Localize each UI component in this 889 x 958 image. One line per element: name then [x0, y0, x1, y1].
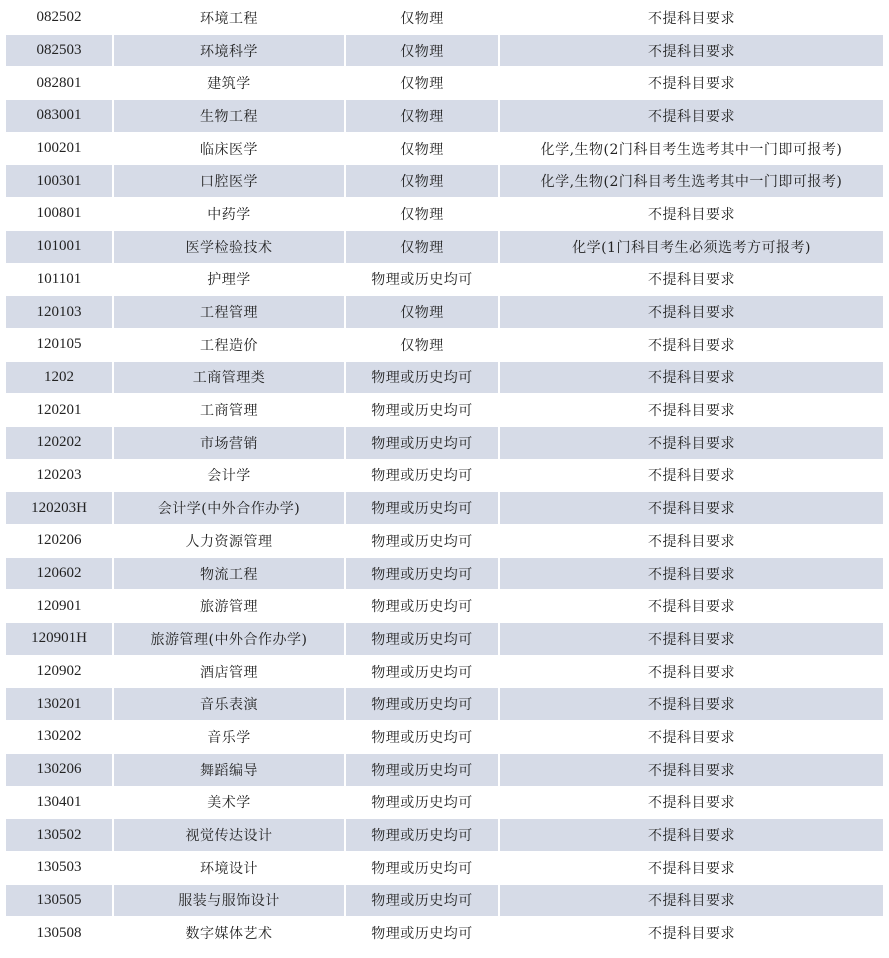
second-subject-requirement-cell: 不提科目要求 — [499, 525, 884, 558]
second-subject-requirement-cell: 不提科目要求 — [499, 753, 884, 786]
second-subject-requirement-cell: 不提科目要求 — [499, 361, 884, 394]
major-code-cell: 120105 — [5, 328, 113, 361]
major-code-cell: 120901 — [5, 590, 113, 623]
second-subject-requirement-cell: 不提科目要求 — [499, 263, 884, 296]
second-subject-requirement-cell: 不提科目要求 — [499, 198, 884, 231]
first-subject-requirement-cell: 仅物理 — [345, 100, 499, 133]
table-row — [5, 721, 884, 754]
first-subject-requirement-cell: 物理或历史均可 — [345, 459, 499, 492]
second-subject-requirement-cell: 不提科目要求 — [499, 786, 884, 819]
second-subject-requirement-cell: 不提科目要求 — [499, 459, 884, 492]
first-subject-requirement-cell: 仅物理 — [345, 132, 499, 165]
second-subject-requirement-cell: 不提科目要求 — [499, 623, 884, 656]
second-subject-requirement-cell: 不提科目要求 — [499, 492, 884, 525]
second-subject-requirement-cell: 不提科目要求 — [499, 296, 884, 329]
table-row — [5, 394, 884, 427]
table-row — [5, 851, 884, 884]
major-name-cell: 会计学(中外合作办学) — [113, 492, 345, 525]
table-row — [5, 655, 884, 688]
second-subject-requirement-cell: 不提科目要求 — [499, 67, 884, 100]
second-subject-requirement-cell: 不提科目要求 — [499, 557, 884, 590]
major-code-cell: 130508 — [5, 917, 113, 950]
major-name-cell: 旅游管理(中外合作办学) — [113, 623, 345, 656]
major-name-cell: 环境工程 — [113, 2, 345, 34]
first-subject-requirement-cell: 仅物理 — [345, 230, 499, 263]
table-row — [5, 426, 884, 459]
major-name-cell: 建筑学 — [113, 67, 345, 100]
second-subject-requirement-cell: 不提科目要求 — [499, 819, 884, 852]
table-row — [5, 361, 884, 394]
major-code-cell: 130206 — [5, 753, 113, 786]
table-row — [5, 328, 884, 361]
major-code-cell: 120103 — [5, 296, 113, 329]
major-name-cell: 生物工程 — [113, 100, 345, 133]
first-subject-requirement-cell: 仅物理 — [345, 34, 499, 67]
major-code-cell: 130503 — [5, 851, 113, 884]
table-row — [5, 165, 884, 198]
table-row — [5, 525, 884, 558]
major-name-cell: 美术学 — [113, 786, 345, 819]
second-subject-requirement-cell: 不提科目要求 — [499, 917, 884, 950]
major-code-cell: 120201 — [5, 394, 113, 427]
major-code-cell: 130201 — [5, 688, 113, 721]
table-body — [5, 2, 884, 949]
table-row — [5, 557, 884, 590]
major-name-cell: 服装与服饰设计 — [113, 884, 345, 917]
first-subject-requirement-cell: 物理或历史均可 — [345, 884, 499, 917]
major-code-cell: 130401 — [5, 786, 113, 819]
table-row — [5, 688, 884, 721]
major-code-cell: 120202 — [5, 426, 113, 459]
first-subject-requirement-cell: 物理或历史均可 — [345, 394, 499, 427]
second-subject-requirement-cell: 不提科目要求 — [499, 2, 884, 34]
major-name-cell: 舞蹈编导 — [113, 753, 345, 786]
major-code-cell: 101101 — [5, 263, 113, 296]
table-row — [5, 67, 884, 100]
major-code-cell: 120203 — [5, 459, 113, 492]
major-name-cell: 口腔医学 — [113, 165, 345, 198]
major-code-cell: 082801 — [5, 67, 113, 100]
table-row — [5, 296, 884, 329]
first-subject-requirement-cell: 物理或历史均可 — [345, 426, 499, 459]
major-name-cell: 环境科学 — [113, 34, 345, 67]
table-row — [5, 623, 884, 656]
table-row — [5, 198, 884, 231]
second-subject-requirement-cell: 不提科目要求 — [499, 394, 884, 427]
second-subject-requirement-cell: 不提科目要求 — [499, 851, 884, 884]
major-code-cell: 120203H — [5, 492, 113, 525]
table-row — [5, 132, 884, 165]
first-subject-requirement-cell: 仅物理 — [345, 328, 499, 361]
second-subject-requirement-cell: 化学,生物(2门科目考生选考其中一门即可报考) — [499, 165, 884, 198]
major-code-cell: 120902 — [5, 655, 113, 688]
second-subject-requirement-cell: 不提科目要求 — [499, 34, 884, 67]
first-subject-requirement-cell: 物理或历史均可 — [345, 851, 499, 884]
first-subject-requirement-cell: 物理或历史均可 — [345, 753, 499, 786]
first-subject-requirement-cell: 仅物理 — [345, 198, 499, 231]
major-code-cell: 130202 — [5, 721, 113, 754]
major-name-cell: 音乐学 — [113, 721, 345, 754]
major-name-cell: 会计学 — [113, 459, 345, 492]
second-subject-requirement-cell: 不提科目要求 — [499, 721, 884, 754]
major-code-cell: 1202 — [5, 361, 113, 394]
second-subject-requirement-cell: 不提科目要求 — [499, 688, 884, 721]
first-subject-requirement-cell: 物理或历史均可 — [345, 557, 499, 590]
second-subject-requirement-cell: 不提科目要求 — [499, 328, 884, 361]
second-subject-requirement-cell: 不提科目要求 — [499, 590, 884, 623]
major-code-cell: 101001 — [5, 230, 113, 263]
major-name-cell: 酒店管理 — [113, 655, 345, 688]
table-row — [5, 263, 884, 296]
first-subject-requirement-cell: 物理或历史均可 — [345, 688, 499, 721]
major-name-cell: 数字媒体艺术 — [113, 917, 345, 950]
major-code-cell: 120602 — [5, 557, 113, 590]
major-name-cell: 人力资源管理 — [113, 525, 345, 558]
first-subject-requirement-cell: 物理或历史均可 — [345, 819, 499, 852]
first-subject-requirement-cell: 物理或历史均可 — [345, 263, 499, 296]
table-row — [5, 819, 884, 852]
major-code-cell: 120206 — [5, 525, 113, 558]
second-subject-requirement-cell: 不提科目要求 — [499, 884, 884, 917]
major-code-cell: 083001 — [5, 100, 113, 133]
second-subject-requirement-cell: 化学(1门科目考生必须选考方可报考) — [499, 230, 884, 263]
first-subject-requirement-cell: 物理或历史均可 — [345, 525, 499, 558]
first-subject-requirement-cell: 仅物理 — [345, 296, 499, 329]
table-row — [5, 786, 884, 819]
major-code-cell: 130502 — [5, 819, 113, 852]
table-row — [5, 492, 884, 525]
major-code-cell: 082503 — [5, 34, 113, 67]
major-name-cell: 环境设计 — [113, 851, 345, 884]
major-name-cell: 市场营销 — [113, 426, 345, 459]
major-name-cell: 临床医学 — [113, 132, 345, 165]
major-code-cell: 100801 — [5, 198, 113, 231]
major-name-cell: 护理学 — [113, 263, 345, 296]
first-subject-requirement-cell: 物理或历史均可 — [345, 361, 499, 394]
first-subject-requirement-cell: 物理或历史均可 — [345, 721, 499, 754]
table-row — [5, 884, 884, 917]
first-subject-requirement-cell: 物理或历史均可 — [345, 917, 499, 950]
major-name-cell: 中药学 — [113, 198, 345, 231]
major-subject-table — [4, 2, 885, 950]
major-code-cell: 100301 — [5, 165, 113, 198]
table-row — [5, 753, 884, 786]
major-code-cell: 130505 — [5, 884, 113, 917]
first-subject-requirement-cell: 物理或历史均可 — [345, 786, 499, 819]
major-name-cell: 工程管理 — [113, 296, 345, 329]
first-subject-requirement-cell: 物理或历史均可 — [345, 623, 499, 656]
major-name-cell: 医学检验技术 — [113, 230, 345, 263]
table-row — [5, 459, 884, 492]
first-subject-requirement-cell: 物理或历史均可 — [345, 655, 499, 688]
major-name-cell: 工商管理类 — [113, 361, 345, 394]
major-code-cell: 100201 — [5, 132, 113, 165]
major-name-cell: 工商管理 — [113, 394, 345, 427]
second-subject-requirement-cell: 不提科目要求 — [499, 100, 884, 133]
first-subject-requirement-cell: 物理或历史均可 — [345, 590, 499, 623]
major-code-cell: 082502 — [5, 2, 113, 34]
second-subject-requirement-cell: 化学,生物(2门科目考生选考其中一门即可报考) — [499, 132, 884, 165]
major-name-cell: 视觉传达设计 — [113, 819, 345, 852]
major-name-cell: 物流工程 — [113, 557, 345, 590]
table-container — [4, 2, 885, 950]
second-subject-requirement-cell: 不提科目要求 — [499, 426, 884, 459]
table-row — [5, 230, 884, 263]
major-code-cell: 120901H — [5, 623, 113, 656]
table-row — [5, 34, 884, 67]
table-row — [5, 590, 884, 623]
first-subject-requirement-cell: 仅物理 — [345, 165, 499, 198]
major-name-cell: 旅游管理 — [113, 590, 345, 623]
table-row — [5, 2, 884, 34]
major-name-cell: 音乐表演 — [113, 688, 345, 721]
table-row — [5, 917, 884, 950]
first-subject-requirement-cell: 物理或历史均可 — [345, 492, 499, 525]
major-name-cell: 工程造价 — [113, 328, 345, 361]
first-subject-requirement-cell: 仅物理 — [345, 67, 499, 100]
table-row — [5, 100, 884, 133]
second-subject-requirement-cell: 不提科目要求 — [499, 655, 884, 688]
first-subject-requirement-cell: 仅物理 — [345, 2, 499, 34]
